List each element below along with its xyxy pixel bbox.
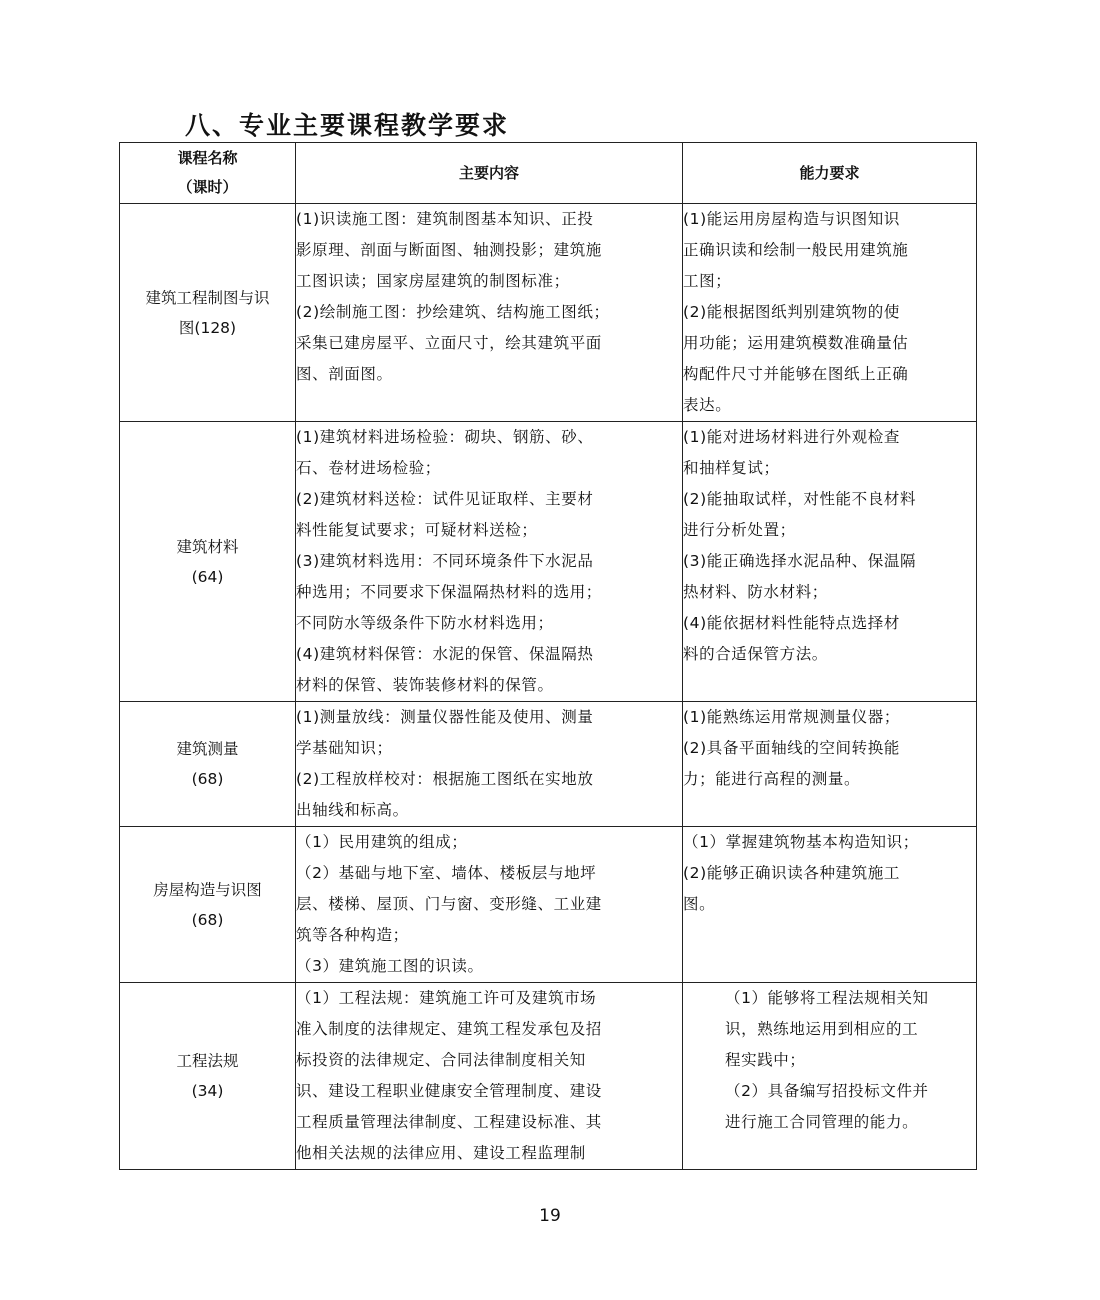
content-line: 种选用；不同要求下保温隔热材料的选用；: [296, 583, 602, 601]
ability-line: (3)能正确选择水泥品种、保温隔: [683, 552, 917, 570]
course-ability-cell: [683, 983, 977, 1170]
table-row: [120, 702, 977, 827]
ability-line: 和抽样复试；: [683, 459, 780, 477]
course-content-cell: [296, 827, 683, 983]
course-name-cell: [120, 983, 296, 1170]
ability-line: 程实践中；: [725, 1051, 806, 1069]
course-ability-cell: [683, 702, 977, 827]
ability-line: (4)能依据材料性能特点选择材: [683, 614, 900, 632]
content-line: 石、卷材进场检验；: [296, 459, 441, 477]
ability-line: (2)具备平面轴线的空间转换能: [683, 739, 900, 757]
ability-line: 表达。: [683, 396, 732, 414]
header-course-hours-label: （课时）: [177, 178, 238, 196]
ability-line: 工图；: [683, 272, 732, 290]
content-line: (1)测量放线：测量仪器性能及使用、测量: [296, 708, 594, 726]
course-name-cell: [120, 204, 296, 422]
content-line: （3）建筑施工图的识读。: [296, 957, 484, 975]
content-line: (1)识读施工图：建筑制图基本知识、正投: [296, 210, 594, 228]
course-content-cell: [296, 422, 683, 702]
content-line: 出轴线和标高。: [296, 801, 409, 819]
table-row: [120, 204, 977, 422]
course-name-line: (68): [191, 910, 224, 929]
course-name-line: 工程法规: [176, 1052, 239, 1070]
course-content-cell: [296, 983, 683, 1170]
course-name-line: (68): [191, 770, 224, 788]
header-ability: 能力要求: [683, 143, 977, 204]
ability-line: 图。: [683, 895, 716, 913]
course-name-line: 图(128): [178, 318, 237, 337]
ability-line: （2）具备编写招投标文件并: [725, 1082, 929, 1100]
table-row: [120, 422, 977, 702]
table-header-row: [120, 143, 977, 204]
ability-line: 力；能进行高程的测量。: [683, 770, 861, 788]
content-line: 他相关法规的法律应用、建设工程监理制: [296, 1144, 586, 1162]
course-requirements-table: [119, 142, 977, 1170]
content-line: (2)工程放样校对：根据施工图纸在实地放: [296, 770, 594, 788]
course-name-cell: [120, 702, 296, 827]
content-line: 材料的保管、装饰装修材料的保管。: [296, 676, 554, 694]
ability-line: 构配件尺寸并能够在图纸上正确: [683, 365, 909, 383]
ability-line: 热材料、防水材料；: [683, 583, 828, 601]
ability-line: 进行分析处置；: [683, 521, 796, 539]
content-line: 层、楼梯、屋顶、门与窗、变形缝、工业建: [296, 895, 602, 913]
content-line: 不同防水等级条件下防水材料选用；: [296, 614, 554, 632]
ability-line: (2)能根据图纸判别建筑物的使: [683, 303, 900, 321]
ability-line: (1)能熟练运用常规测量仪器；: [683, 708, 900, 726]
content-line: 工程质量管理法律制度、工程建设标准、其: [296, 1113, 602, 1131]
content-line: 影原理、剖面与断面图、轴测投影；建筑施: [296, 241, 602, 259]
content-line: （2）基础与地下室、墙体、楼板层与地坪: [296, 864, 597, 882]
content-line: （1）工程法规：建筑施工许可及建筑市场: [296, 989, 597, 1007]
course-ability-cell: [683, 204, 977, 422]
course-content-cell: [296, 204, 683, 422]
course-name-cell: [120, 422, 296, 702]
course-name-line: 建筑测量: [176, 740, 239, 758]
course-ability-cell: [683, 827, 977, 983]
course-name-line: 建筑工程制图与识: [145, 288, 270, 307]
ability-line: 正确识读和绘制一般民用建筑施: [683, 241, 909, 259]
content-line: 识、建设工程职业健康安全管理制度、建设: [296, 1082, 602, 1100]
content-line: (3)建筑材料选用：不同环境条件下水泥品: [296, 552, 594, 570]
course-ability-cell: [683, 422, 977, 702]
header-content: 主要内容: [296, 143, 683, 204]
content-line: 学基础知识；: [296, 739, 393, 757]
course-name-line: 建筑材料: [176, 537, 239, 556]
content-line: (2)建筑材料送检：试件见证取样、主要材: [296, 490, 594, 508]
section-title: 八、专业主要课程教学要求: [185, 111, 510, 140]
ability-line: 识，熟练地运用到相应的工: [725, 1020, 919, 1038]
table-row: [120, 983, 977, 1170]
ability-line: (1)能对进场材料进行外观检查: [683, 428, 900, 446]
content-line: (1)建筑材料进场检验：砌块、钢筋、砂、: [296, 428, 594, 446]
header-course-name: [120, 143, 296, 204]
ability-line: （1）掌握建筑物基本构造知识；: [683, 833, 919, 851]
course-name-line: (34): [191, 1082, 224, 1100]
ability-line: (1)能运用房屋构造与识图知识: [683, 210, 900, 228]
content-line: 采集已建房屋平、立面尺寸，绘其建筑平面: [296, 334, 602, 352]
content-line: （1）民用建筑的组成；: [296, 833, 468, 851]
ability-line: (2)能够正确识读各种建筑施工: [683, 864, 900, 882]
ability-line: （1）能够将工程法规相关知: [725, 989, 929, 1007]
header-course-name-label: 课程名称: [177, 149, 238, 167]
course-content-cell: [296, 702, 683, 827]
content-line: 标投资的法律规定、合同法律制度相关知: [296, 1051, 586, 1069]
ability-line: 用功能；运用建筑模数准确量估: [683, 334, 909, 352]
content-line: (2)绘制施工图：抄绘建筑、结构施工图纸；: [296, 303, 610, 321]
content-line: 工图识读；国家房屋建筑的制图标准；: [296, 272, 570, 290]
content-line: (4)建筑材料保管：水泥的保管、保温隔热: [296, 645, 594, 663]
course-name-line: 房屋构造与识图: [153, 880, 262, 899]
table-row: [120, 827, 977, 983]
course-name-line: (64): [191, 567, 224, 586]
content-line: 筑等各种构造；: [296, 926, 409, 944]
page-number: 19: [539, 1206, 561, 1226]
content-line: 准入制度的法律规定、建筑工程发承包及招: [296, 1020, 602, 1038]
course-name-cell: [120, 827, 296, 983]
content-line: 料性能复试要求；可疑材料送检；: [296, 521, 538, 539]
ability-line: (2)能抽取试样，对性能不良材料: [683, 490, 917, 508]
ability-line: 进行施工合同管理的能力。: [725, 1113, 919, 1131]
content-line: 图、剖面图。: [296, 365, 393, 383]
ability-line: 料的合适保管方法。: [683, 645, 828, 663]
